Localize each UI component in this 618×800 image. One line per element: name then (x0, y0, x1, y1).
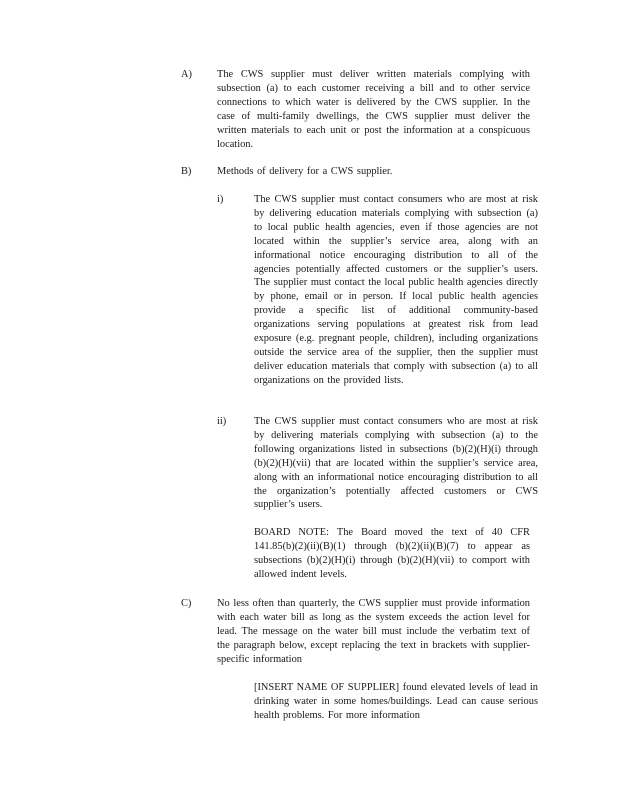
item-i-text: The CWS supplier must contact consumers who are most at risk by delivering education materials complying with subsection (a) to local public health agencies, even if those agencies are not located within the supplier’s service area, along with an informational notice encouraging distribution to all of the agencies potentially affected customers or the supplier’s users. The supplier must contact the local public health agencies directly by phone, email or in person. If local public health agencies provide a specific list of additional community-based organizations serving populations at greatest risk from lead exposure (e.g. pregnant people, children), including organizations outside the service area of the supplier, then the supplier must deliver education materials that comply with subsection (a) to all organizations on the provided lists. (254, 194, 538, 386)
bill-message-quote: [INSERT NAME OF SUPPLIER] found elevated levels of lead in drinking water in some homes/buildings. Lead can cause serious health problems. For more information (254, 682, 538, 721)
section-a-marker: A) (181, 69, 192, 80)
section-c-text: No less often than quarterly, the CWS supplier must provide information with each water bill as long as the system exceeds the action level for lead. The message on the water bill must include the verbatim text of the paragraph below, except replacing the text in brackets with supplier-specific information (217, 598, 530, 665)
section-c-marker: C) (181, 598, 192, 609)
section-b-heading: Methods of delivery for a CWS supplier. (217, 166, 393, 177)
item-i-marker: i) (217, 194, 224, 205)
item-ii-marker: ii) (217, 416, 227, 427)
item-ii-text: The CWS supplier must contact consumers who are most at risk by delivering materials complying with subsection (a) to the following organizations listed in subsections (b)(2)(H)(i) through (b)(2)(H)(vii) that are located within the supplier’s service area, along with an informational notice encouraging distribution to all the organization’s potentially affected customers or CWS supplier’s users. (254, 416, 538, 511)
section-b-marker: B) (181, 166, 192, 177)
section-a-text: The CWS supplier must deliver written materials complying with subsection (a) to each customer receiving a bill and to other service connections to which water is delivered by the CWS supplier. In the case of multi-family dwellings, the CWS supplier must deliver the written materials to each unit or post the information at a conspicuous location. (217, 69, 530, 150)
board-note: BOARD NOTE: The Board moved the text of 40 CFR 141.85(b)(2)(ii)(B)(1) through (b)(2)(ii)(B)(7) to appear as subsections (b)(2)(H)(i) through (b)(2)(H)(vii) to comport with allowed indent levels. (254, 527, 530, 580)
